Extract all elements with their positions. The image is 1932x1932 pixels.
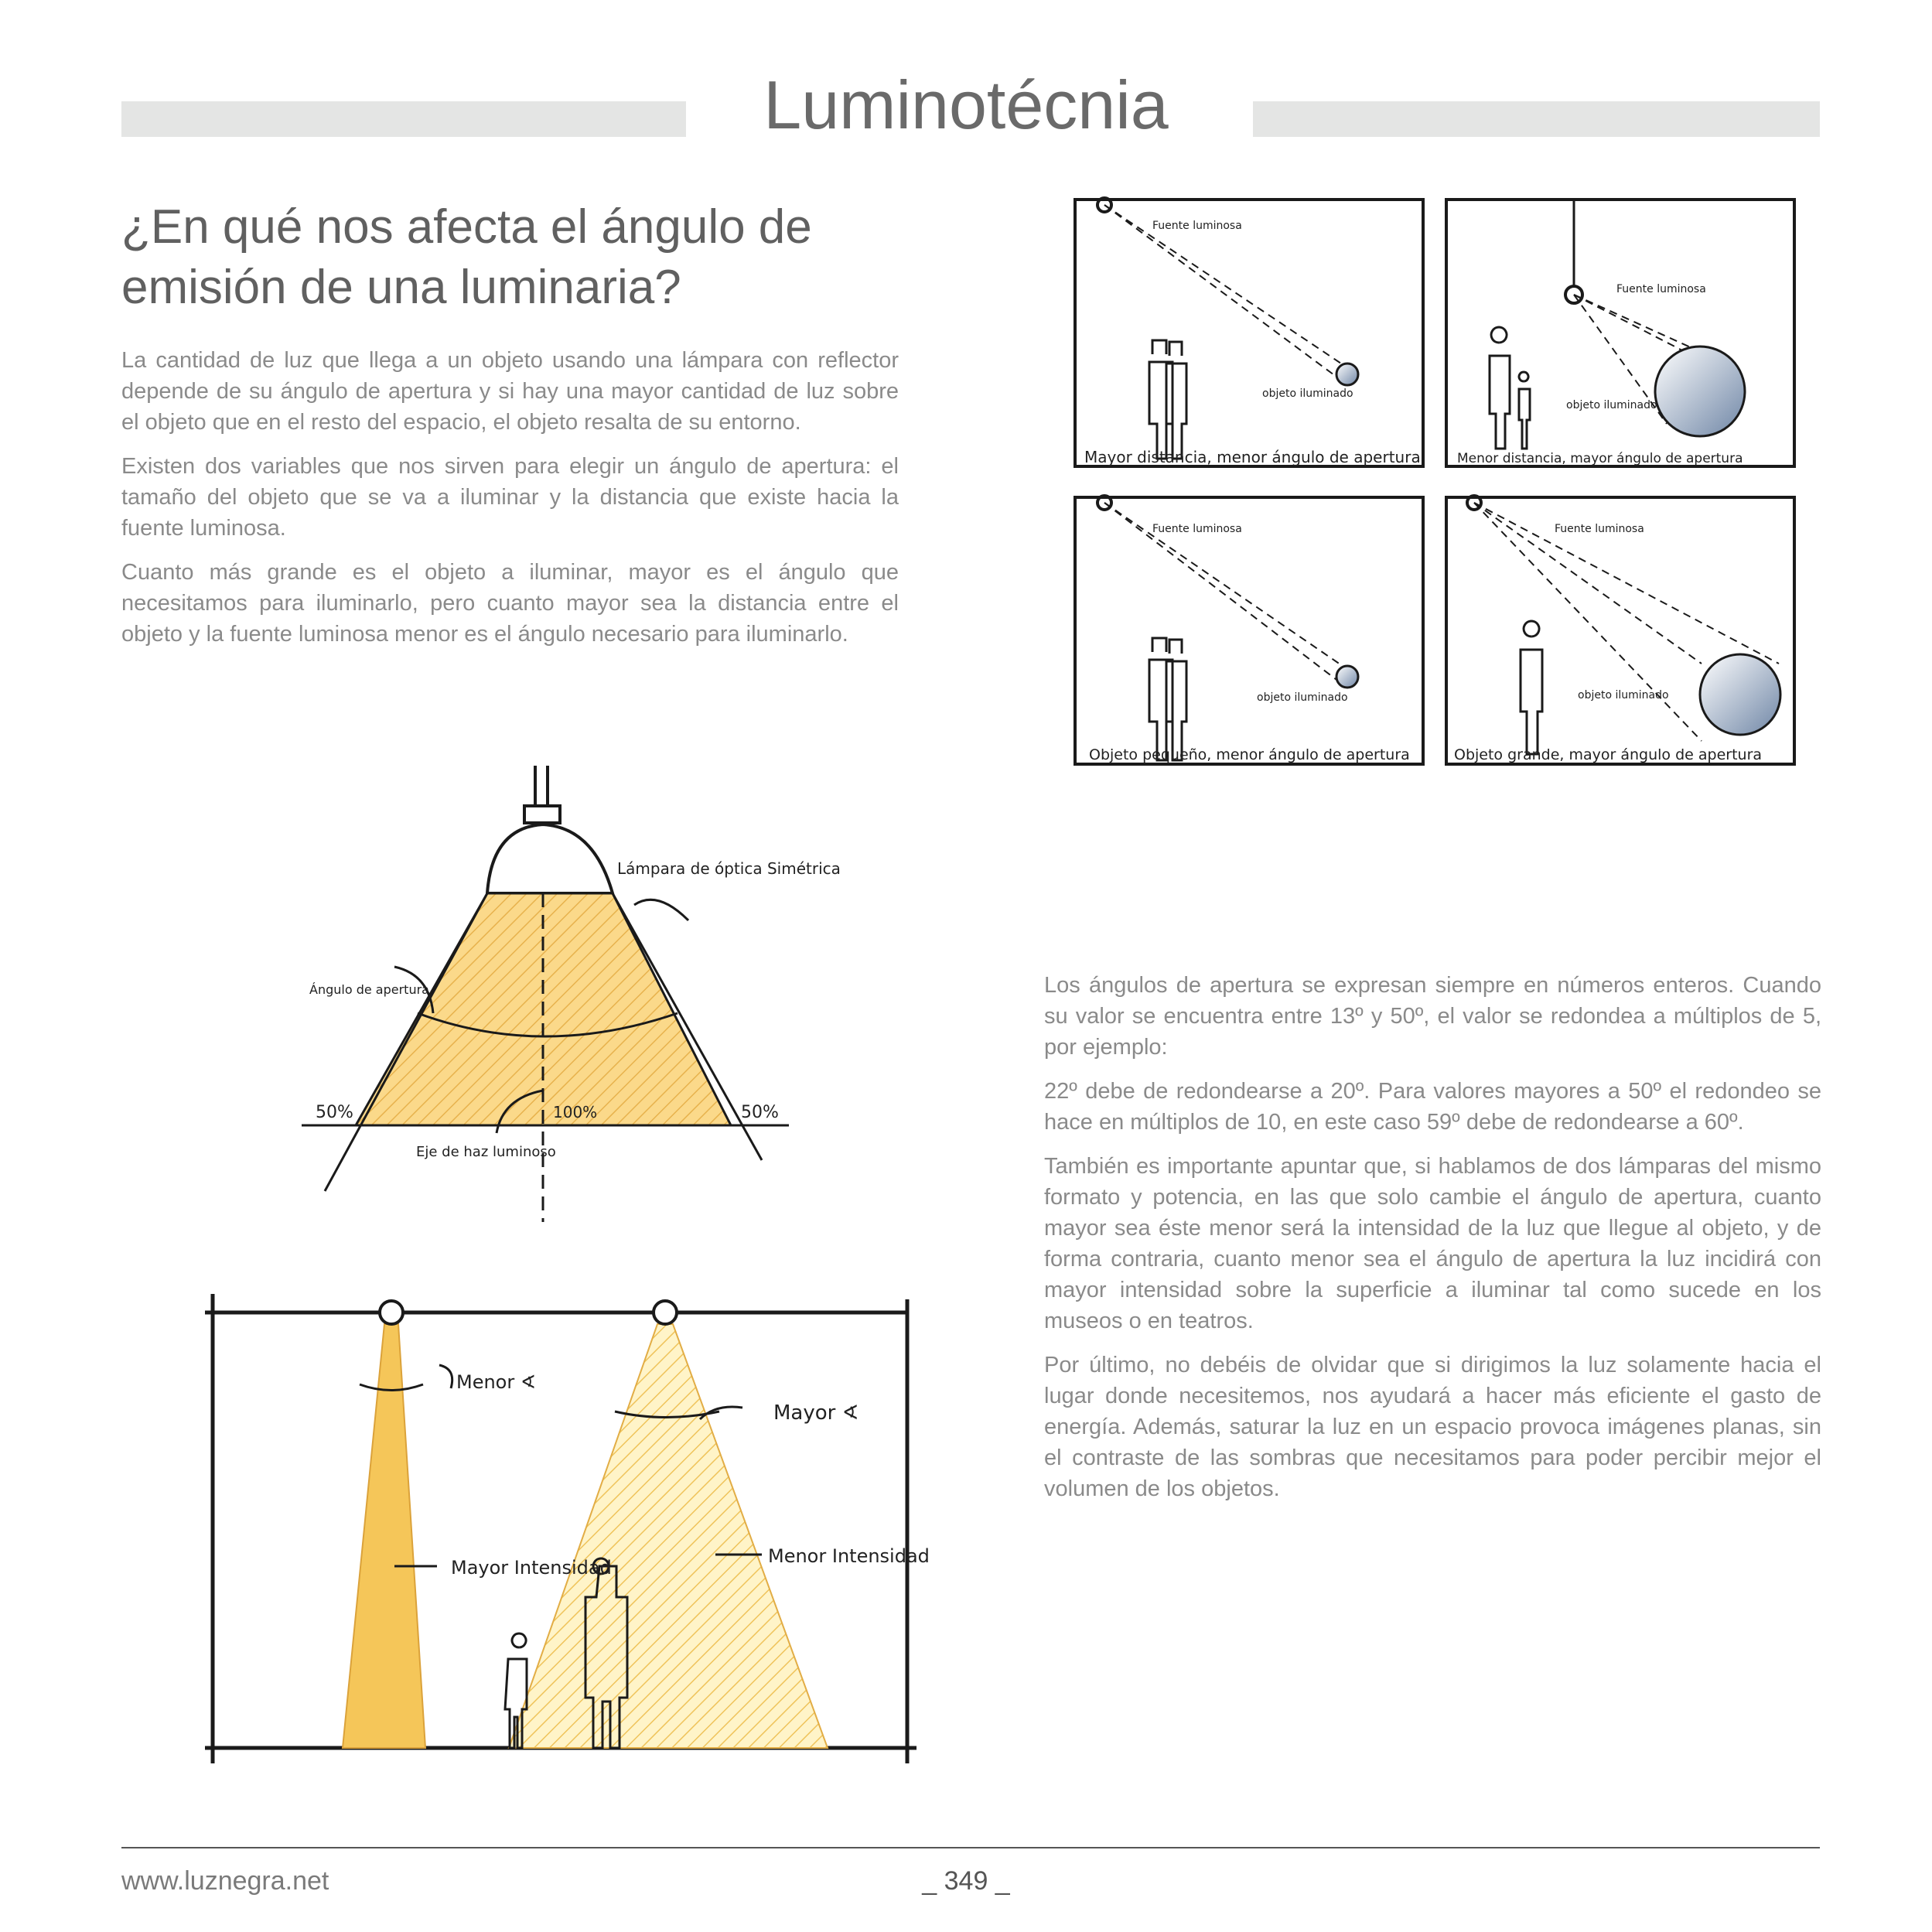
section-heading: ¿En qué nos afecta el ángulo de emisión de una luminaria? <box>121 200 812 314</box>
wide-intensity-line1: Menor Intensidad <box>768 1545 930 1567</box>
footer-url[interactable]: www.luznegra.net <box>121 1866 329 1896</box>
paragraph: Por último, no debéis de olvidar que si dirigimos la luz solamente hacia el lugar donde necesitemos, nos ayudará a hacer más eficiente el gasto de energía. Además, saturar la luz en un espacio provoca imágenes planas, sin el contraste de las sombras que necesitamos para poder percibir mejor el volumen de los objetos. <box>1044 1353 1821 1501</box>
narrow-angle-label: Menor ∢ <box>456 1371 536 1393</box>
paragraph: 22º debe de redondearse a 20º. Para valores mayores a 50º el redondeo se hace en múltiplos de 10, en este caso 59º debe de redondearse a 60º. <box>1044 1079 1821 1135</box>
panel-3 <box>1075 496 1423 764</box>
page-title: Luminotécnia <box>763 67 1169 143</box>
panel-4-caption: Objeto grande, mayor ángulo de apertura <box>1454 746 1763 763</box>
beam-axis-label: Eje de haz luminoso <box>416 1144 556 1160</box>
aperture-angle-label: Ángulo de apertura <box>309 982 429 997</box>
paragraph: Cuanto más grande es el objeto a iluminar, mayor es el ángulo que necesitamos para iluminarlo, pero cuanto mayor sea la distancia entre el objeto y la fuente luminosa menor es el ángulo necesario para iluminarlo. <box>121 560 899 647</box>
panel-1-caption: Mayor distancia, menor ángulo de apertura <box>1084 448 1421 466</box>
lamp-beam-diagram <box>294 758 841 1237</box>
narrow-lamp <box>380 1301 403 1324</box>
lamp-label: Lámpara de óptica Simétrica <box>617 859 841 878</box>
panel-4-object-label: objeto iluminado <box>1578 689 1669 701</box>
wide-beam <box>509 1324 828 1748</box>
left-50-label: 50% <box>316 1103 353 1122</box>
paragraph: Existen dos variables que nos sirven para elegir un ángulo de apertura: el tamaño del objeto que se va a iluminar y la distancia que existe hacia la fuente luminosa. <box>121 454 899 541</box>
panel-4 <box>1446 496 1794 764</box>
panel-4-source-label: Fuente luminosa <box>1555 523 1644 535</box>
panel-1-object-label: objeto iluminado <box>1262 387 1353 400</box>
detail-text <box>1044 970 1821 1517</box>
panel-1-source-label: Fuente luminosa <box>1152 220 1242 232</box>
wide-intensity-label <box>768 1545 930 1567</box>
paragraph: La cantidad de luz que llega a un objeto usando una lámpara con reflector depende de su ángulo de apertura y si hay una mayor cantidad de luz sobre el objeto que en el resto del espacio, el objeto resalta de su entorno. <box>121 348 899 435</box>
wide-lamp <box>654 1301 677 1324</box>
panel-3-caption: Objeto pequeño, menor ángulo de apertura <box>1089 746 1410 763</box>
paragraph: También es importante apuntar que, si hablamos de dos lámparas del mismo formato y potencia, en las que solo cambie el ángulo de apertura, cuanto mayor sea éste menor será la intensidad de la luz que llegue al objeto, y de forma contraria, cuanto menor sea el ángulo de apertura la luz incidirá con mayor intensidad sobre la superficie a iluminar tal como sucede en los museos o en teatros. <box>1044 1154 1821 1333</box>
paragraph: Los ángulos de apertura se expresan siempre en números enteros. Cuando su valor se encuentra entre 13º y 50º, el valor se redondea a múltiplos de 5, por ejemplo: <box>1044 973 1821 1060</box>
angle-comparison-sketches <box>1060 184 1802 787</box>
panel-3-object-label: objeto iluminado <box>1257 691 1348 704</box>
lamp-fixture <box>487 766 613 893</box>
panel-2-source-label: Fuente luminosa <box>1616 283 1706 295</box>
center-100-label: 100% <box>553 1103 598 1121</box>
narrow-intensity-label <box>451 1557 612 1579</box>
panel-1 <box>1075 198 1423 466</box>
panel-3-source-label: Fuente luminosa <box>1152 523 1242 535</box>
right-50-label: 50% <box>741 1103 779 1122</box>
page-number: _ 349 _ <box>922 1866 1010 1896</box>
intro-text <box>121 345 899 663</box>
beam-intensity-diagram <box>205 1280 930 1783</box>
panel-2-object-label: objeto iluminado <box>1566 399 1657 411</box>
wide-angle-label: Mayor ∢ <box>773 1401 859 1425</box>
narrow-intensity-line1: Mayor Intensidad <box>451 1557 612 1579</box>
footer-divider <box>121 1847 1820 1848</box>
panel-2 <box>1446 200 1794 466</box>
panel-2-caption: Menor distancia, mayor ángulo de apertura <box>1457 451 1743 466</box>
